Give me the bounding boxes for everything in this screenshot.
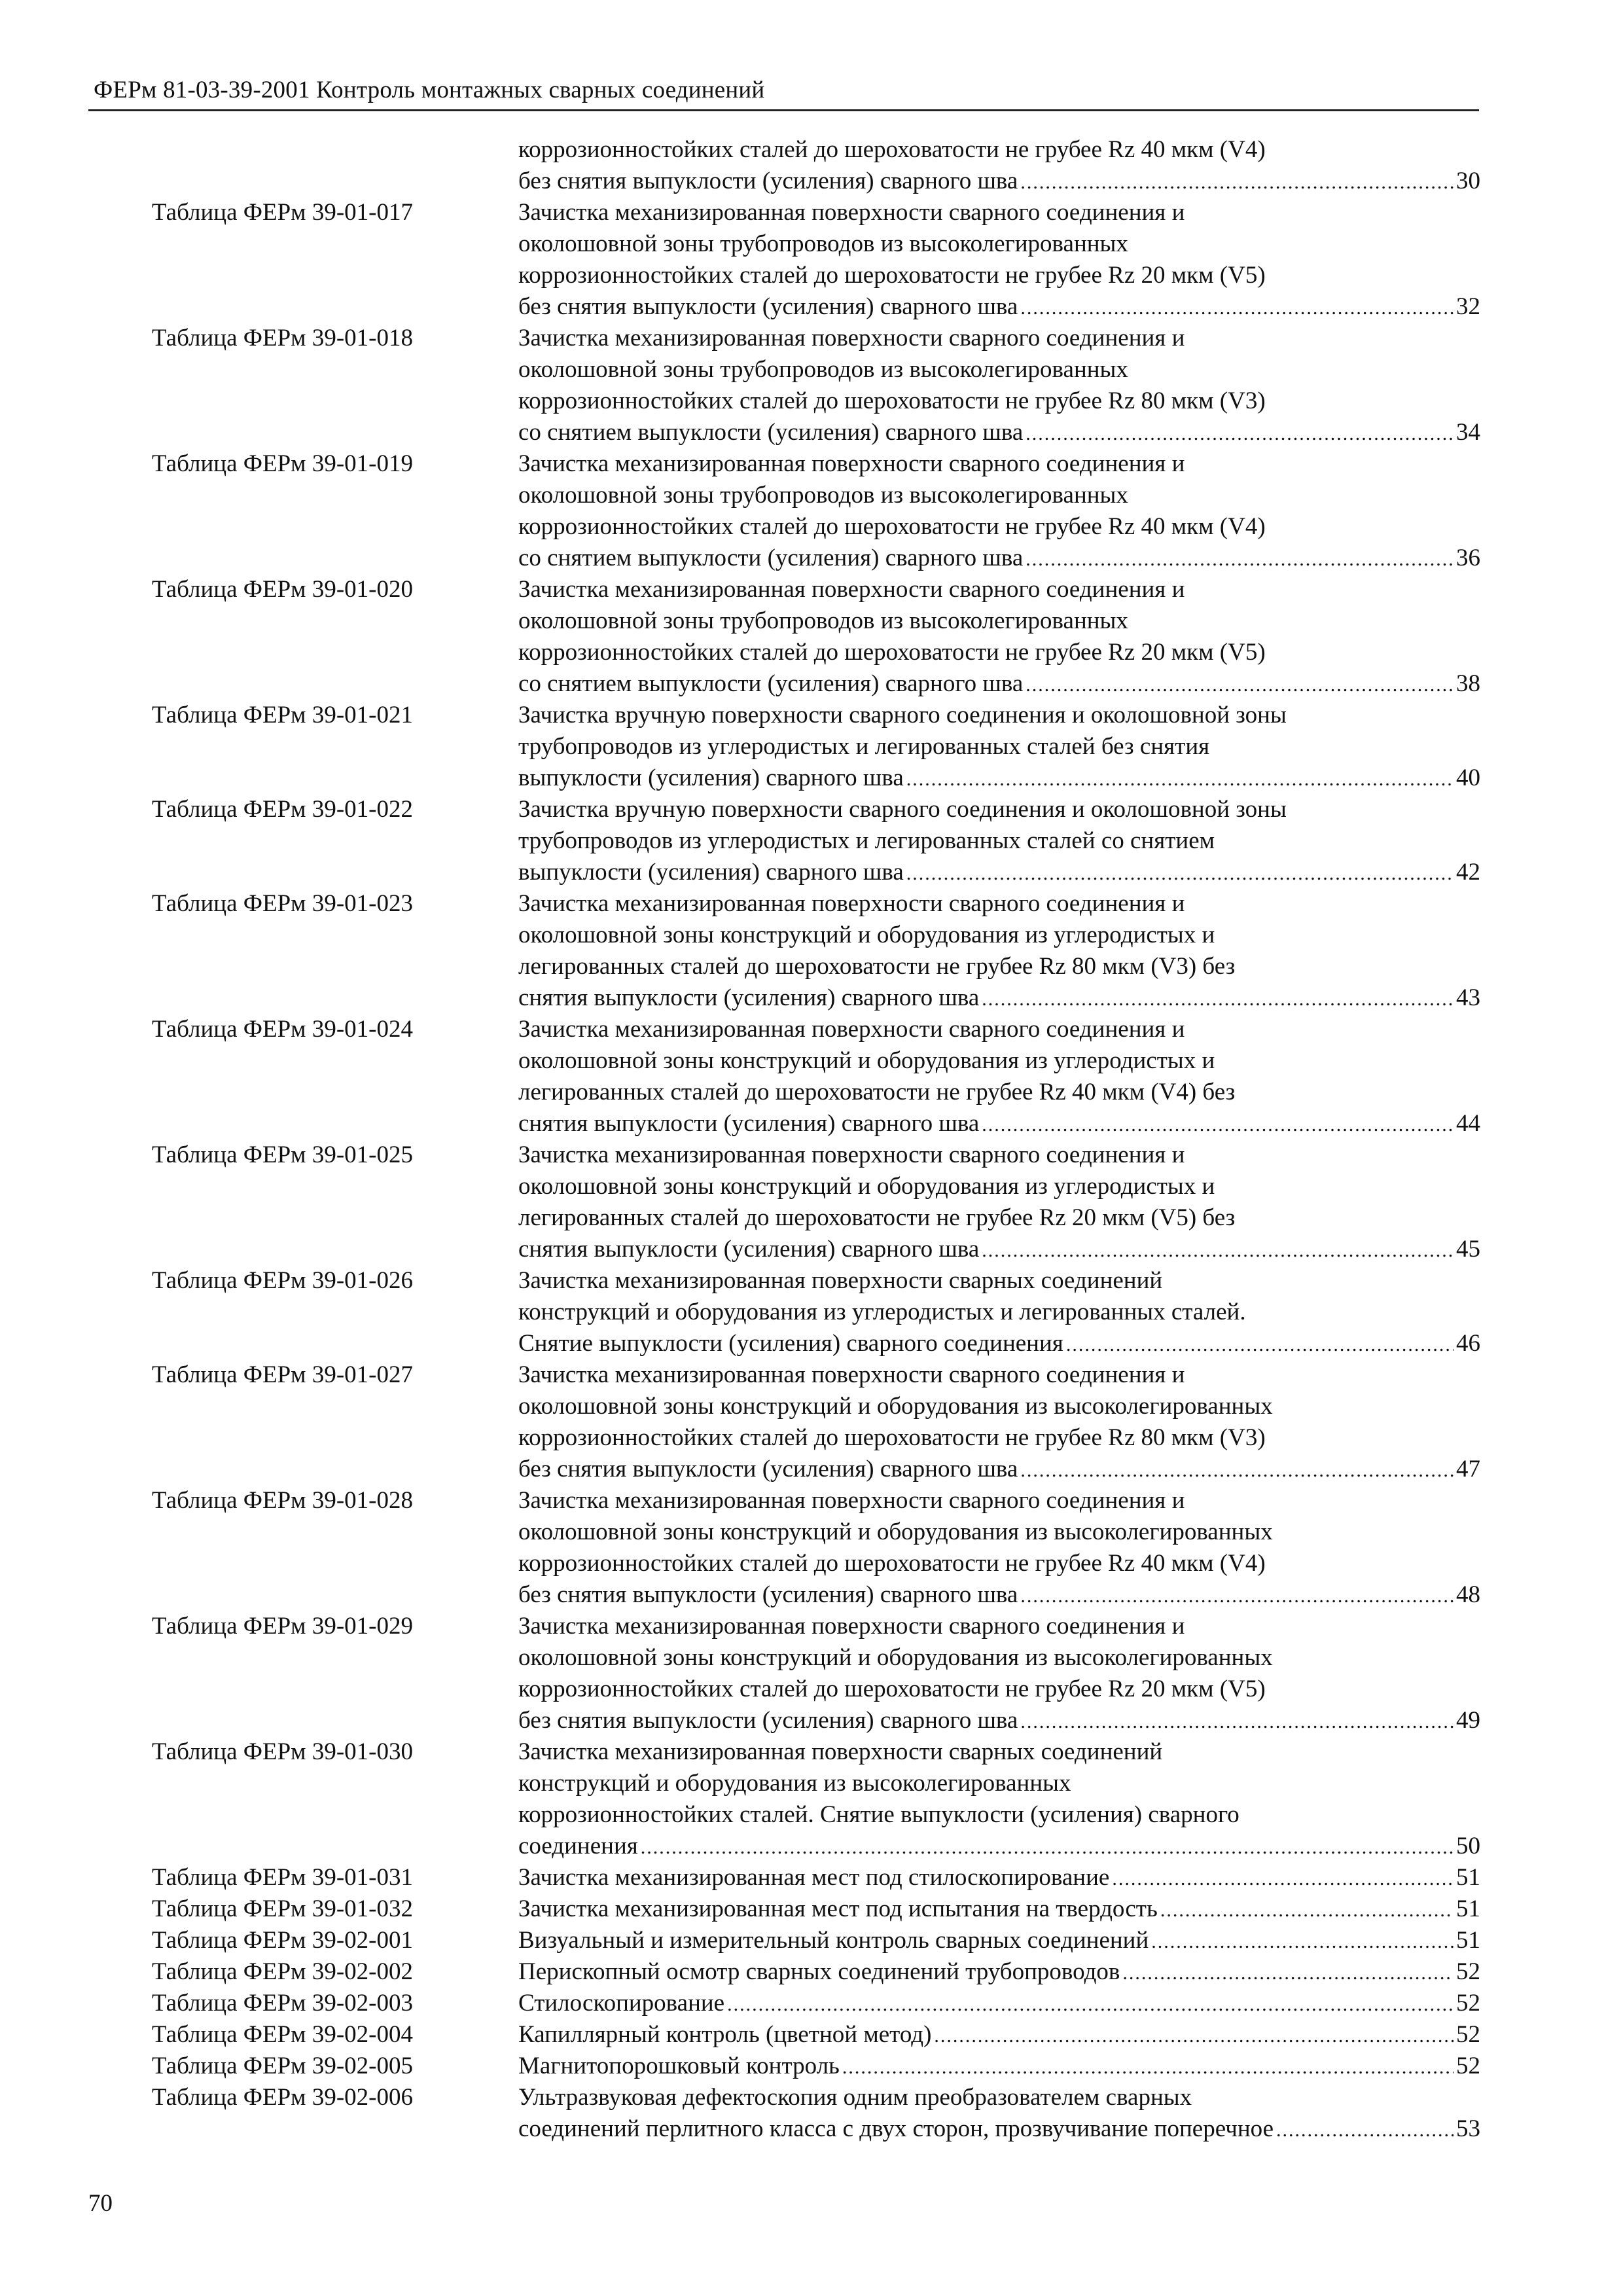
- toc-entry-line: коррозионностойких сталей до шероховатости не грубее Rz 80 мкм (V3): [518, 1424, 1266, 1451]
- toc-entry-line: Зачистка механизированная поверхности сварного соединения и: [518, 1141, 1185, 1168]
- toc-entry-last-line: [518, 1925, 1480, 1956]
- toc-entry-line: без снятия выпуклости (усиления) сварного шва: [518, 1581, 1018, 1608]
- toc-entry-line: коррозионностойких сталей до шероховатости не грубее Rz 20 мкм (V5): [518, 262, 1266, 289]
- toc-entry-page-number: 43: [1456, 984, 1480, 1011]
- toc-entry-title: [518, 2082, 1480, 2145]
- toc-entry-title: [518, 794, 1480, 888]
- toc-entry[interactable]: [0, 1988, 1623, 2019]
- toc-entry-title: [518, 448, 1480, 574]
- toc-entry-label: Таблица ФЕРм 39-01-023: [152, 890, 413, 917]
- toc-entry-page-number: 52: [1456, 1958, 1480, 1985]
- toc-entry-line: Ультразвуковая дефектоскопия одним преобразователем сварных: [518, 2084, 1192, 2111]
- toc-entry-last-line: [518, 1579, 1480, 1611]
- toc-entry-line: легированных сталей до шероховатости не грубее Rz 80 мкм (V3) без: [518, 953, 1236, 980]
- dot-leader: [982, 1109, 1454, 1141]
- dot-leader: [982, 984, 1454, 1015]
- toc-entry-line: Зачистка механизированная поверхности сварного соединения и: [518, 576, 1185, 603]
- toc-entry[interactable]: [0, 1925, 1623, 1956]
- toc-entry[interactable]: [0, 1359, 1623, 1485]
- toc-entry-label: Таблица ФЕРм 39-01-028: [152, 1487, 413, 1514]
- toc-entry-last-line: [518, 668, 1480, 700]
- toc-entry-label: Таблица ФЕРм 39-01-032: [152, 1895, 413, 1922]
- dot-leader: [1160, 1895, 1454, 1926]
- dot-leader: [641, 1832, 1454, 1863]
- dot-leader: [1276, 2115, 1454, 2146]
- toc-entry-line: Снятие выпуклости (усиления) сварного соединения: [518, 1330, 1063, 1357]
- toc-entry-line: со снятием выпуклости (усиления) сварного шва: [518, 670, 1024, 697]
- toc-entry-line: без снятия выпуклости (усиления) сварного шва: [518, 168, 1018, 194]
- toc-entry-line: Зачистка механизированная поверхности сварных соединений: [518, 1738, 1163, 1765]
- dot-leader: [934, 2020, 1454, 2052]
- toc-entry[interactable]: [0, 134, 1623, 197]
- toc-entry-page-number: 42: [1456, 859, 1480, 886]
- toc-entry-line: Зачистка механизированная поверхности сварного соединения и: [518, 1613, 1185, 1640]
- dot-leader: [1151, 1926, 1454, 1958]
- toc-entry-title: [518, 1956, 1480, 1988]
- toc-entry[interactable]: [0, 2019, 1623, 2051]
- toc-entry-line: околошовной зоны конструкций и оборудования из высоколегированных: [518, 1518, 1273, 1545]
- toc-entry-last-line: [518, 1988, 1480, 2019]
- toc-entry-line: Зачистка механизированная мест под стилоскопирование: [518, 1864, 1110, 1891]
- toc-entry-last-line: [518, 417, 1480, 448]
- dot-leader: [1020, 1706, 1454, 1738]
- toc-entry-line: околошовной зоны трубопроводов из высоколегированных: [518, 607, 1128, 634]
- dot-leader: [1112, 1863, 1454, 1895]
- toc-entry[interactable]: [0, 2051, 1623, 2082]
- toc-entry-line: околошовной зоны конструкций и оборудования из углеродистых и: [518, 1047, 1215, 1074]
- dot-leader: [1020, 1581, 1454, 1612]
- toc-entry-page-number: 48: [1456, 1581, 1480, 1608]
- dot-leader: [842, 2052, 1454, 2083]
- toc-entry-label: Таблица ФЕРм 39-01-020: [152, 576, 413, 603]
- toc-entry-page-number: 52: [1456, 1990, 1480, 2017]
- toc-entry-page-number: 53: [1456, 2115, 1480, 2142]
- toc-entry-line: коррозионностойких сталей до шероховатости не грубее Rz 40 мкм (V4): [518, 513, 1266, 540]
- toc-entry-page-number: 40: [1456, 764, 1480, 791]
- dot-leader: [1066, 1329, 1454, 1361]
- toc-entry-line: Визуальный и измерительный контроль сварных соединений: [518, 1927, 1149, 1954]
- toc-entry[interactable]: [0, 323, 1623, 448]
- dot-leader: [906, 858, 1454, 889]
- dot-leader: [1020, 167, 1454, 198]
- toc-entry-line: Перископный осмотр сварных соединений трубопроводов: [518, 1958, 1120, 1985]
- toc-entry-line: коррозионностойких сталей до шероховатости не грубее Rz 40 мкм (V4): [518, 1550, 1266, 1577]
- toc-entry[interactable]: [0, 1014, 1623, 1139]
- dot-leader: [1026, 670, 1454, 701]
- toc-entry-label: Таблица ФЕРм 39-01-025: [152, 1141, 413, 1168]
- toc-entry-line: околошовной зоны трубопроводов из высоколегированных: [518, 356, 1128, 383]
- toc-entry-line: со снятием выпуклости (усиления) сварного шва: [518, 419, 1024, 446]
- toc-entry-title: [518, 1611, 1480, 1736]
- toc-entry-title: [518, 1265, 1480, 1359]
- dot-leader: [1020, 1455, 1454, 1486]
- toc-entry-label: Таблица ФЕРм 39-02-004: [152, 2021, 413, 2048]
- toc-entry-line: коррозионностойких сталей до шероховатости не грубее Rz 20 мкм (V5): [518, 639, 1266, 666]
- toc-entry-last-line: [518, 1831, 1480, 1862]
- toc-entry-title: [518, 2019, 1480, 2051]
- toc-entry-line: соединений перлитного класса с двух сторон, прозвучивание поперечное: [518, 2115, 1274, 2142]
- toc-entry-last-line: [518, 857, 1480, 888]
- toc-entry-line: со снятием выпуклости (усиления) сварного шва: [518, 545, 1024, 571]
- toc-entry-line: околошовной зоны конструкций и оборудования из углеродистых и: [518, 922, 1215, 948]
- toc-entry-line: Зачистка механизированная поверхности сварного соединения и: [518, 890, 1185, 917]
- toc-entry[interactable]: [0, 197, 1623, 323]
- toc-entry-label: Таблица ФЕРм 39-01-026: [152, 1267, 413, 1294]
- toc-entry-last-line: [518, 1108, 1480, 1139]
- toc-entry-line: Зачистка механизированная поверхности сварного соединения и: [518, 1487, 1185, 1514]
- toc-entry-line: трубопроводов из углеродистых и легированных сталей со снятием: [518, 827, 1215, 854]
- toc-entry-label: Таблица ФЕРм 39-01-029: [152, 1613, 413, 1640]
- dot-leader: [1026, 418, 1454, 450]
- toc-entry-line: трубопроводов из углеродистых и легированных сталей без снятия: [518, 733, 1210, 760]
- toc-entry-label: Таблица ФЕРм 39-01-027: [152, 1361, 413, 1388]
- running-header-title: ФЕРм 81-03-39-2001 Контроль монтажных сварных соединений: [94, 77, 765, 103]
- toc-entry-line: околошовной зоны конструкций и оборудования из высоколегированных: [518, 1393, 1273, 1420]
- toc-entry-line: Зачистка вручную поверхности сварного соединения и околошовной зоны: [518, 702, 1287, 728]
- toc-entry-label: Таблица ФЕРм 39-01-031: [152, 1864, 413, 1891]
- toc-entry-label: Таблица ФЕРм 39-01-019: [152, 450, 413, 477]
- toc-entry[interactable]: [0, 448, 1623, 574]
- toc-entry[interactable]: [0, 1736, 1623, 1862]
- toc-entry[interactable]: [0, 700, 1623, 794]
- toc-entry-line: соединения: [518, 1833, 638, 1859]
- toc-entry[interactable]: [0, 1139, 1623, 1265]
- toc-entry-line: Капиллярный контроль (цветной метод): [518, 2021, 932, 2048]
- toc-entry-page-number: 47: [1456, 1456, 1480, 1482]
- toc-entry-last-line: [518, 543, 1480, 574]
- toc-entry-line: выпуклости (усиления) сварного шва: [518, 764, 904, 791]
- toc-entry-last-line: [518, 2051, 1480, 2082]
- toc-entry-title: [518, 323, 1480, 448]
- toc-entry[interactable]: [0, 574, 1623, 700]
- toc-entry-page-number: 51: [1456, 1864, 1480, 1891]
- toc-entry-label: Таблица ФЕРм 39-02-005: [152, 2053, 413, 2079]
- toc-entry-label: Таблица ФЕРм 39-01-018: [152, 325, 413, 351]
- toc-entry-line: Зачистка механизированная поверхности сварного соединения и: [518, 1361, 1185, 1388]
- toc-entry-line: околошовной зоны трубопроводов из высоколегированных: [518, 230, 1128, 257]
- toc-entry-title: [518, 1893, 1480, 1925]
- toc-entry[interactable]: [0, 1611, 1623, 1736]
- toc-entry-title: [518, 1736, 1480, 1862]
- toc-entry-page-number: 51: [1456, 1895, 1480, 1922]
- toc-entry-line: легированных сталей до шероховатости не грубее Rz 40 мкм (V4) без: [518, 1079, 1236, 1105]
- toc-entry-label: Таблица ФЕРм 39-01-021: [152, 702, 413, 728]
- toc-entry-title: [518, 197, 1480, 323]
- dot-leader: [727, 1989, 1454, 2020]
- toc-entry[interactable]: [0, 1893, 1623, 1925]
- toc-entry-title: [518, 1862, 1480, 1893]
- toc-entry-page-number: 51: [1456, 1927, 1480, 1954]
- toc-entry-line: легированных сталей до шероховатости не грубее Rz 20 мкм (V5) без: [518, 1204, 1236, 1231]
- toc-entry-last-line: [518, 291, 1480, 323]
- toc-entry-title: [518, 1485, 1480, 1611]
- toc-entry-line: Зачистка механизированная поверхности сварного соединения и: [518, 1016, 1185, 1043]
- toc-entry-last-line: [518, 982, 1480, 1014]
- toc-entry[interactable]: [0, 1862, 1623, 1893]
- toc-entry-label: Таблица ФЕРм 39-01-024: [152, 1016, 413, 1043]
- toc-entry-last-line: [518, 1705, 1480, 1736]
- toc-entry-title: [518, 700, 1480, 794]
- toc-entry-line: коррозионностойких сталей. Снятие выпуклости (усиления) сварного: [518, 1801, 1240, 1828]
- toc-entry-page-number: 46: [1456, 1330, 1480, 1357]
- toc-entry[interactable]: [0, 2082, 1623, 2145]
- toc-entry-title: [518, 574, 1480, 700]
- toc-entry-line: Зачистка механизированная поверхности сварных соединений: [518, 1267, 1163, 1294]
- toc-entry-line: без снятия выпуклости (усиления) сварного шва: [518, 1707, 1018, 1734]
- toc-entry-line: околошовной зоны конструкций и оборудования из углеродистых и: [518, 1173, 1215, 1200]
- toc-entry-last-line: [518, 1454, 1480, 1485]
- toc-entry-page-number: 49: [1456, 1707, 1480, 1734]
- toc-entry-label: Таблица ФЕРм 39-02-002: [152, 1958, 413, 1985]
- toc-entry-title: [518, 1014, 1480, 1139]
- toc-entry-line: околошовной зоны конструкций и оборудования из высоколегированных: [518, 1644, 1273, 1671]
- toc-entry-title: [518, 1925, 1480, 1956]
- toc-entry-line: снятия выпуклости (усиления) сварного шва: [518, 984, 980, 1011]
- toc-entry-last-line: [518, 1956, 1480, 1988]
- toc-entry-title: [518, 134, 1480, 197]
- toc-entry-line: околошовной зоны трубопроводов из высоколегированных: [518, 482, 1128, 509]
- toc-entry-title: [518, 1139, 1480, 1265]
- toc-entry-last-line: [518, 762, 1480, 794]
- toc-entry-page-number: 45: [1456, 1236, 1480, 1263]
- toc-entry-page-number: 38: [1456, 670, 1480, 697]
- dot-leader: [1020, 293, 1454, 324]
- toc-entry-line: Зачистка механизированная поверхности сварного соединения и: [518, 199, 1185, 226]
- toc-entry-line: снятия выпуклости (усиления) сварного шва: [518, 1236, 980, 1263]
- toc-entry-last-line: [518, 1328, 1480, 1359]
- toc-entry-line: Зачистка механизированная поверхности сварного соединения и: [518, 325, 1185, 351]
- toc-entry[interactable]: [0, 794, 1623, 888]
- toc-entry-line: Зачистка механизированная поверхности сварного соединения и: [518, 450, 1185, 477]
- toc-entry-last-line: [518, 1893, 1480, 1925]
- toc-entry-last-line: [518, 166, 1480, 197]
- toc-entry-last-line: [518, 2113, 1480, 2145]
- toc-entry-title: [518, 1359, 1480, 1485]
- toc-entry-line: коррозионностойких сталей до шероховатости не грубее Rz 40 мкм (V4): [518, 136, 1266, 163]
- toc-entry-line: Зачистка вручную поверхности сварного соединения и околошовной зоны: [518, 796, 1287, 823]
- toc-entry-page-number: 36: [1456, 545, 1480, 571]
- page-header: [88, 73, 1479, 111]
- dot-leader: [982, 1235, 1454, 1266]
- toc-entry-page-number: 52: [1456, 2021, 1480, 2048]
- toc-entry-last-line: [518, 1234, 1480, 1265]
- toc-entry-line: Магнитопорошковый контроль: [518, 2053, 840, 2079]
- toc-entry-page-number: 44: [1456, 1110, 1480, 1137]
- page-number: 70: [88, 2190, 113, 2217]
- toc-entry-line: без снятия выпуклости (усиления) сварного шва: [518, 293, 1018, 320]
- toc-entry[interactable]: [0, 1265, 1623, 1359]
- toc-entry-title: [518, 888, 1480, 1014]
- toc-entry-line: коррозионностойких сталей до шероховатости не грубее Rz 80 мкм (V3): [518, 387, 1266, 414]
- toc-entry[interactable]: [0, 1485, 1623, 1611]
- dot-leader: [906, 764, 1454, 795]
- toc-entry-last-line: [518, 2019, 1480, 2051]
- toc-entry-last-line: [518, 1862, 1480, 1893]
- toc-entry-page-number: 32: [1456, 293, 1480, 320]
- toc-entry-label: Таблица ФЕРм 39-02-001: [152, 1927, 413, 1954]
- toc-entry[interactable]: [0, 1956, 1623, 1988]
- toc-entry-label: Таблица ФЕРм 39-01-030: [152, 1738, 413, 1765]
- toc-entry-title: [518, 2051, 1480, 2082]
- toc-entry-line: Стилоскопирование: [518, 1990, 725, 2017]
- toc-entry-page-number: 50: [1456, 1833, 1480, 1859]
- toc-entry-line: снятия выпуклости (усиления) сварного шва: [518, 1110, 980, 1137]
- toc-entry-label: Таблица ФЕРм 39-02-006: [152, 2084, 413, 2111]
- toc-entry-label: Таблица ФЕРм 39-02-003: [152, 1990, 413, 2017]
- toc-entry-line: коррозионностойких сталей до шероховатости не грубее Rz 20 мкм (V5): [518, 1676, 1266, 1702]
- toc-entry-line: без снятия выпуклости (усиления) сварного шва: [518, 1456, 1018, 1482]
- dot-leader: [1122, 1958, 1454, 1989]
- toc-entry-line: Зачистка механизированная мест под испытания на твердость: [518, 1895, 1158, 1922]
- toc-entry-label: Таблица ФЕРм 39-01-017: [152, 199, 413, 226]
- toc-entry-label: Таблица ФЕРм 39-01-022: [152, 796, 413, 823]
- toc-entry-line: выпуклости (усиления) сварного шва: [518, 859, 904, 886]
- toc-entry-line: конструкций и оборудования из углеродистых и легированных сталей.: [518, 1299, 1246, 1325]
- toc-entry-page-number: 34: [1456, 419, 1480, 446]
- toc-entry-page-number: 30: [1456, 168, 1480, 194]
- toc-entry-page-number: 52: [1456, 2053, 1480, 2079]
- toc-entry[interactable]: [0, 888, 1623, 1014]
- dot-leader: [1026, 544, 1454, 575]
- toc-entry-title: [518, 1988, 1480, 2019]
- toc-entry-line: конструкций и оборудования из высоколегированных: [518, 1770, 1071, 1797]
